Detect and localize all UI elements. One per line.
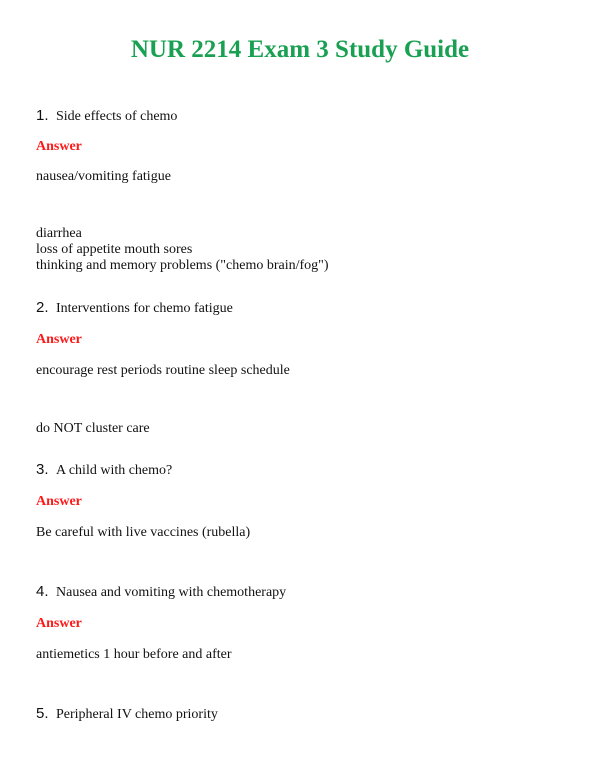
question-number: 2. xyxy=(36,299,49,316)
question-text: Side effects of chemo xyxy=(56,109,178,124)
answer-line: antiemetics 1 hour before and after xyxy=(36,647,232,662)
question-number: 5. xyxy=(36,705,49,722)
answer-line: do NOT cluster care xyxy=(36,421,150,436)
question-5 xyxy=(36,705,218,724)
answer-label: Answer xyxy=(36,332,82,347)
answer-label: Answer xyxy=(36,616,82,631)
answer-line: Be careful with live vaccines (rubella) xyxy=(36,525,251,540)
question-text: Nausea and vomiting with chemotherapy xyxy=(56,585,287,600)
answer-line: thinking and memory problems ("chemo brain/fog") xyxy=(36,258,329,273)
answer-line: loss of appetite mouth sores xyxy=(36,242,193,257)
answer-label: Answer xyxy=(36,494,82,509)
question-number: 3. xyxy=(36,461,49,478)
question-text: Interventions for chemo fatigue xyxy=(56,301,233,316)
page-title: NUR 2214 Exam 3 Study Guide xyxy=(130,36,470,63)
answer-line: encourage rest periods routine sleep schedule xyxy=(36,363,290,378)
answer-label: Answer xyxy=(36,139,82,154)
answer-line: nausea/vomiting fatigue xyxy=(36,169,171,184)
question-2 xyxy=(36,299,233,318)
question-text: A child with chemo? xyxy=(56,463,173,478)
question-4 xyxy=(36,583,286,602)
answer-line: diarrhea xyxy=(36,226,82,241)
question-1 xyxy=(36,107,177,126)
question-text: Peripheral IV chemo priority xyxy=(56,707,218,722)
question-3 xyxy=(36,461,172,480)
question-number: 4. xyxy=(36,583,49,600)
question-number: 1. xyxy=(36,107,49,124)
